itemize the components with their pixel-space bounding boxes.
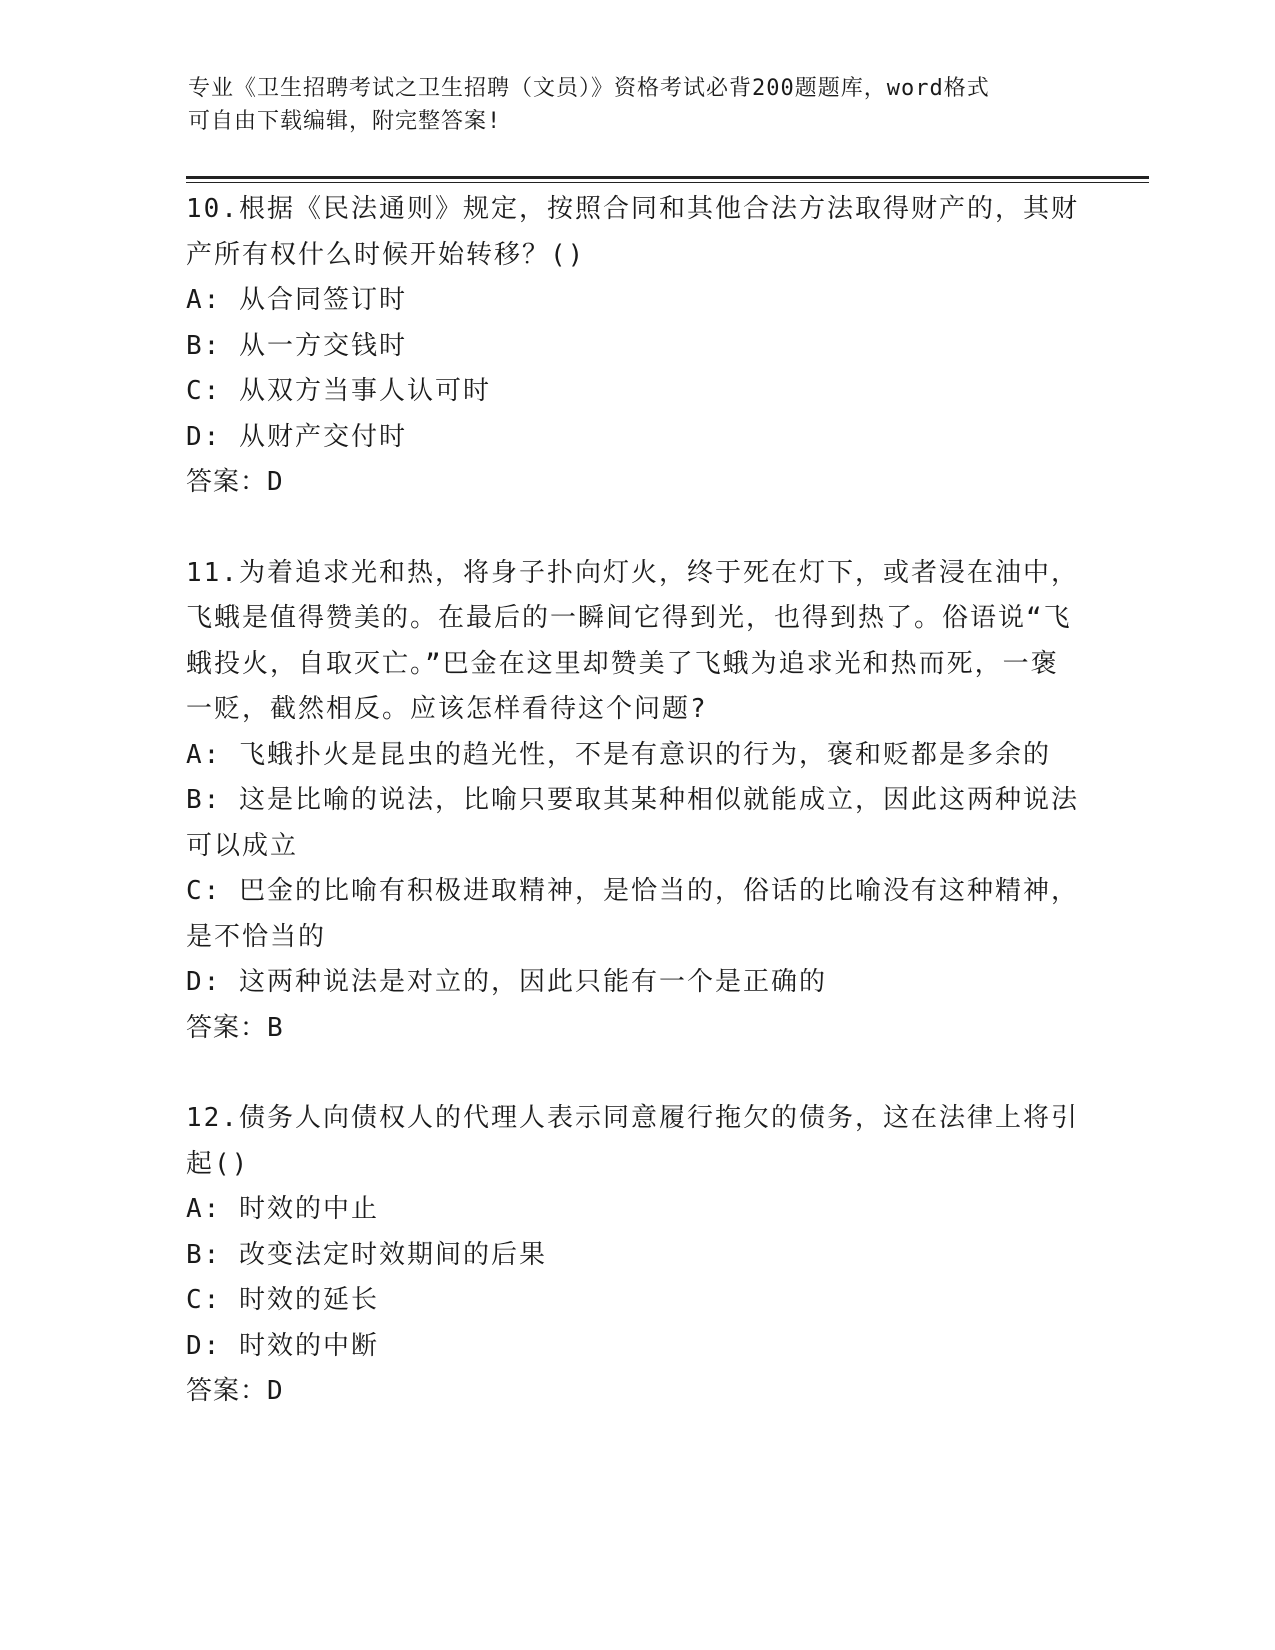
answer-line: 答案：B <box>186 1012 284 1043</box>
question-stem: 10.根据《民法通则》规定，按照合同和其他合法方法取得财产的，其财产所有权什么时候开始转移？() <box>186 194 1079 270</box>
option-c: C: 从双方当事人认可时 <box>186 376 491 406</box>
option-a: A: 飞蛾扑火是昆虫的趋光性，不是有意识的行为，褒和贬都是多余的 <box>186 739 1051 770</box>
option-c: C: 巴金的比喻有积极进取精神，是恰当的，俗话的比喻没有这种精神，是不恰当的 <box>186 876 1079 952</box>
question-stem: 12.债务人向债权人的代理人表示同意履行拖欠的债务，这在法律上将引起() <box>186 1103 1079 1179</box>
question-stem: 11.为着追求光和热，将身子扑向灯火，终于死在灯下，或者浸在油中，飞蛾是值得赞美的。在最后的一瞬间它得到光，也得到热了。俗语说“飞蛾投火，自取灭亡。”巴金在这里却赞美了飞蛾为追求光和热而死，一褒一贬，截然相反。应该怎样看待这个问题? <box>186 557 1079 724</box>
question-12 <box>186 1096 1086 1415</box>
question-10 <box>186 187 1086 506</box>
option-d: D: 时效的中断 <box>186 1330 379 1361</box>
header-rule-thick <box>186 176 1149 179</box>
option-b: B: 从一方交钱时 <box>186 330 407 361</box>
header-line-1: 专业《卫生招聘考试之卫生招聘（文员）》资格考试必背200题题库，word格式 <box>188 76 990 101</box>
document-header <box>188 72 1068 138</box>
header-rule-thin <box>186 182 1149 183</box>
option-a: A: 从合同签订时 <box>186 285 407 315</box>
option-b: B: 改变法定时效期间的后果 <box>186 1239 547 1270</box>
answer-line: 答案：D <box>186 467 284 497</box>
option-a: A: 时效的中止 <box>186 1194 379 1224</box>
option-d: D: 这两种说法是对立的，因此只能有一个是正确的 <box>186 967 827 997</box>
answer-line: 答案：D <box>186 1376 284 1406</box>
question-list <box>186 187 1086 1460</box>
header-line-2: 可自由下载编辑，附完整答案! <box>188 109 502 134</box>
option-c: C: 时效的延长 <box>186 1285 379 1315</box>
option-b: B: 这是比喻的说法，比喻只要取其某种相似就能成立，因此这两种说法可以成立 <box>186 785 1079 861</box>
question-11 <box>186 551 1086 1052</box>
option-d: D: 从财产交付时 <box>186 421 407 452</box>
